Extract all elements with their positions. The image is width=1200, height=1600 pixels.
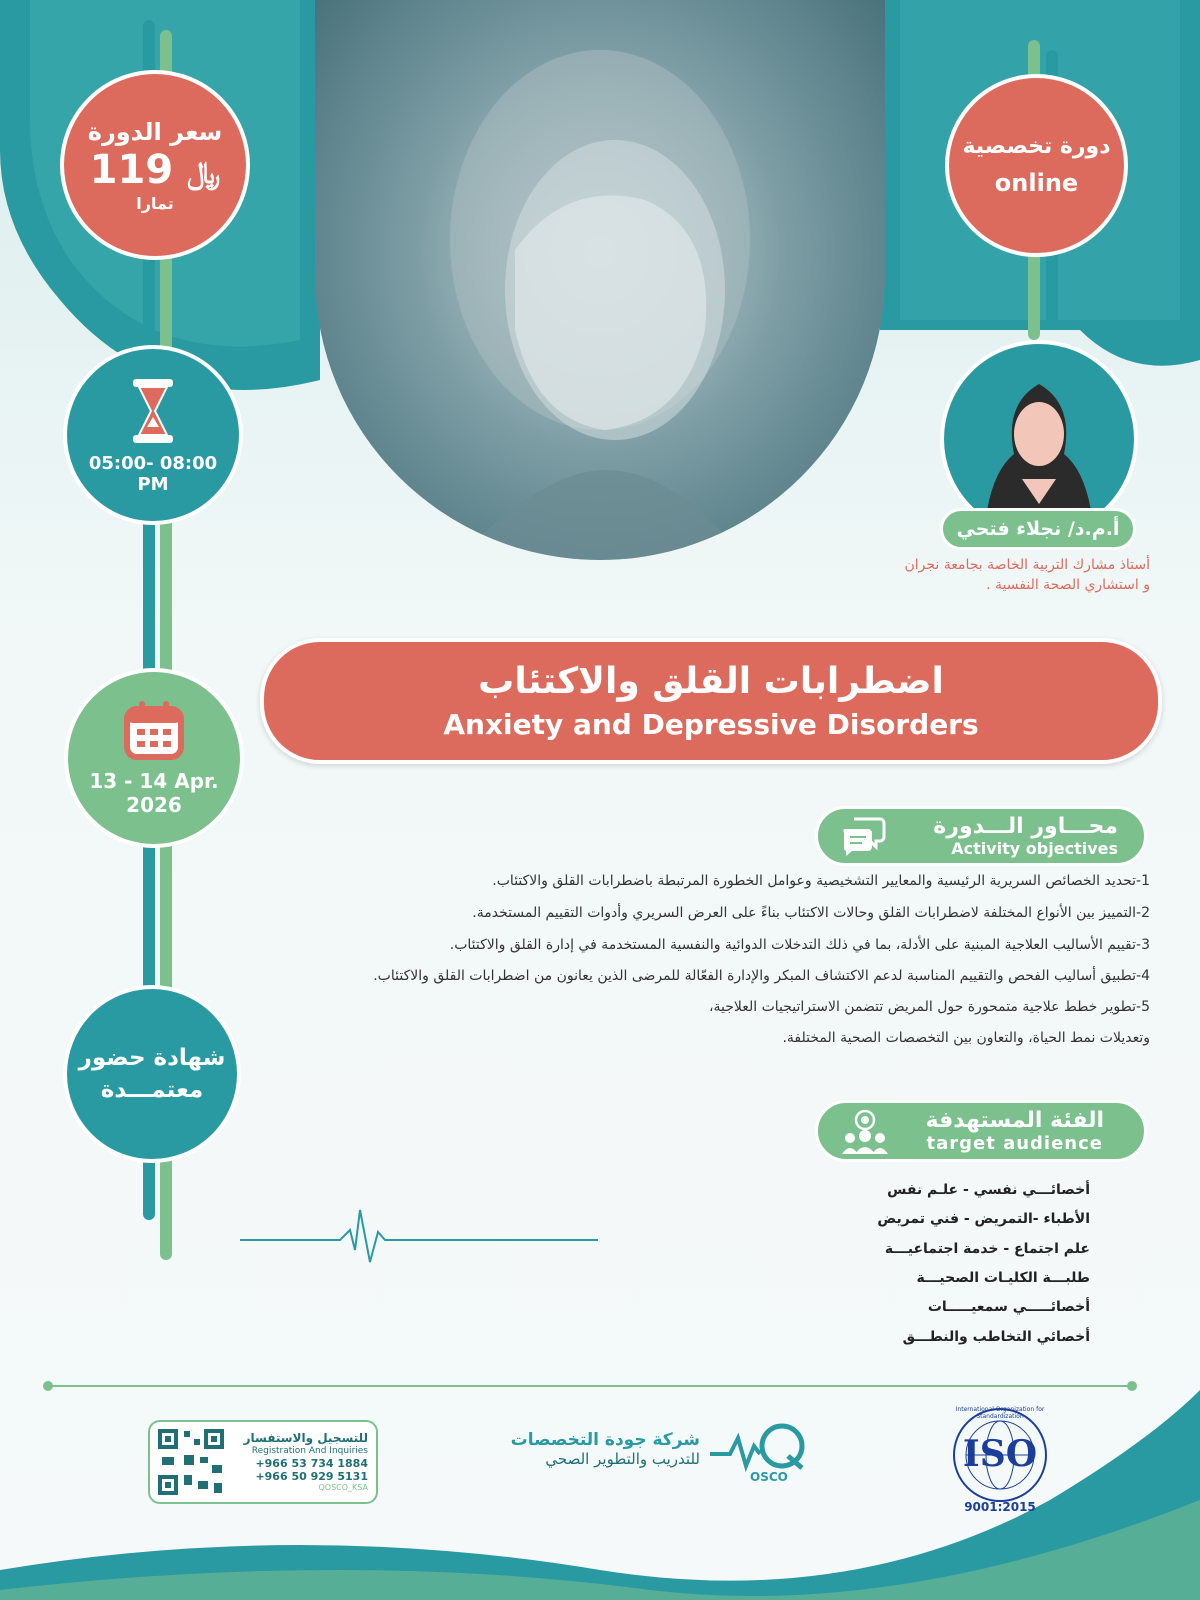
title-banner (260, 638, 1162, 764)
heartbeat-line (240, 1200, 600, 1270)
date-badge (64, 668, 244, 848)
audience-item-1: أخصائـــي نفسي - علـم نفس (887, 1182, 1090, 1198)
course-type-ar: دورة تخصصية (962, 134, 1111, 159)
title-ar: اضطرابات القلق والاكتئاب (478, 661, 944, 702)
instructor-name: أ.م.د/ نجلاء فتحي (940, 508, 1136, 550)
avatar-icon (944, 344, 1134, 534)
phone-2[interactable]: +966 50 929 5131 (255, 1469, 368, 1483)
instructor-bio-line1: أستاذ مشارك التربية الخاصة بجامعة نجران (904, 557, 1150, 573)
audience-target-icon (840, 1108, 890, 1154)
phone-1[interactable]: +966 53 734 1884 (255, 1456, 368, 1470)
certificate-line2: معتمـــدة (100, 1077, 204, 1103)
audience-header (815, 1100, 1147, 1162)
audience-title-ar: الفئة المستهدفة (925, 1108, 1104, 1133)
registration-label-en: Registration And Inquiries (251, 1445, 368, 1456)
hourglass-icon (123, 375, 183, 447)
contact-box (148, 1420, 378, 1504)
price-amount: 119 (89, 146, 174, 193)
time-range: 05:00- 08:00 (88, 453, 218, 474)
date-year: 2026 (126, 793, 182, 817)
company-name-block (490, 1430, 700, 1468)
iso-ring-text: International Organization for Standardization (955, 1406, 1045, 1420)
objectives-title-en: Activity objectives (951, 839, 1118, 858)
iso-badge (935, 1400, 1065, 1520)
price-badge (60, 70, 250, 260)
tamara-label: تمارا (136, 193, 174, 213)
certificate-line1: شهادة حضور (78, 1045, 226, 1071)
company-subtitle: للتدريب والتطوير الصحي (545, 1450, 700, 1468)
certificate-badge (63, 985, 241, 1163)
objective-item-3: 3-تقييم الأساليب العلاجية المبنية على الأدلة، بما في ذلك التدخلات الدوائية والنفسية المستخدمة في إدارة القلق والاكتئاب. (449, 937, 1150, 953)
course-type-badge (945, 74, 1128, 257)
title-en: Anxiety and Depressive Disorders (443, 708, 979, 741)
price-label: سعر الدورة (87, 117, 223, 146)
time-badge (63, 345, 243, 525)
qosco-logo-text: OSCO (750, 1470, 788, 1484)
instructor-bio-line2: و استشاري الصحة النفسية . (986, 576, 1150, 593)
audience-item-2: الأطباء -التمريض - فني تمريض (877, 1211, 1090, 1227)
objective-item-6: وتعديلات نمط الحياة، والتعاون بين التخصصات الصحية المختلفة. (782, 1030, 1150, 1046)
chat-bubbles-icon (840, 815, 886, 857)
objectives-title-ar: محـــاور الـــدورة (933, 814, 1118, 839)
calendar-icon (123, 699, 185, 761)
audience-item-5: أخصائـــــي سمعيـــــات (927, 1299, 1090, 1315)
objective-item-4: 4-تطبيق أساليب الفحص والتقييم المناسبة لدعم الاكتشاف المبكر والإدارة الفعّالة للمرضى الذين يعانون من اضطرابات القلق والاكتئاب. (373, 968, 1150, 984)
objective-item-1: 1-تحديد الخصائص السريرية الرئيسية والمعايير التشخيصية وعوامل الخطورة المرتبطة باضطرابات القلق والاكتئاب. (492, 873, 1150, 889)
objective-item-2: 2-التمييز بين الأنواع المختلفة لاضطرابات القلق وحالات الاكتئاب بناءً على العرض السريري وأدوات التقييم المستخدمة. (472, 905, 1150, 921)
qr-code[interactable] (154, 1425, 228, 1499)
audience-item-6: أخصائي التخاطب والنطـــق (902, 1329, 1090, 1345)
company-name: شركة جودة التخصصات (510, 1430, 700, 1450)
hero-photo (315, 0, 885, 560)
iso-text: ISO (962, 1433, 1038, 1475)
qosco-logo (710, 1418, 810, 1488)
audience-item-3: علم اجتماع - خدمة اجتماعيـــة (884, 1241, 1090, 1257)
objective-item-5: 5-تطوير خطط علاجية متمحورة حول المريض تتضمن الاستراتيجيات العلاجية، (708, 999, 1150, 1015)
date-range: 13 - 14 Apr. (89, 769, 219, 793)
audience-title-en: target audience (926, 1133, 1103, 1154)
time-ampm: PM (137, 474, 169, 495)
social-handle[interactable]: QOSCO_KSA (318, 1482, 368, 1492)
objectives-header (815, 806, 1147, 866)
hands-illustration (315, 0, 885, 560)
qosco-logo-mark (710, 1418, 810, 1474)
course-type-online: online (994, 169, 1079, 197)
iso-standard: 9001:2015 (964, 1500, 1036, 1514)
audience-item-4: طلبـــة الكليـات الصحيـــة (916, 1270, 1090, 1286)
registration-label-ar: للتسجيل والاستفسار (243, 1431, 368, 1446)
currency-symbol: ﷼ (187, 155, 221, 191)
